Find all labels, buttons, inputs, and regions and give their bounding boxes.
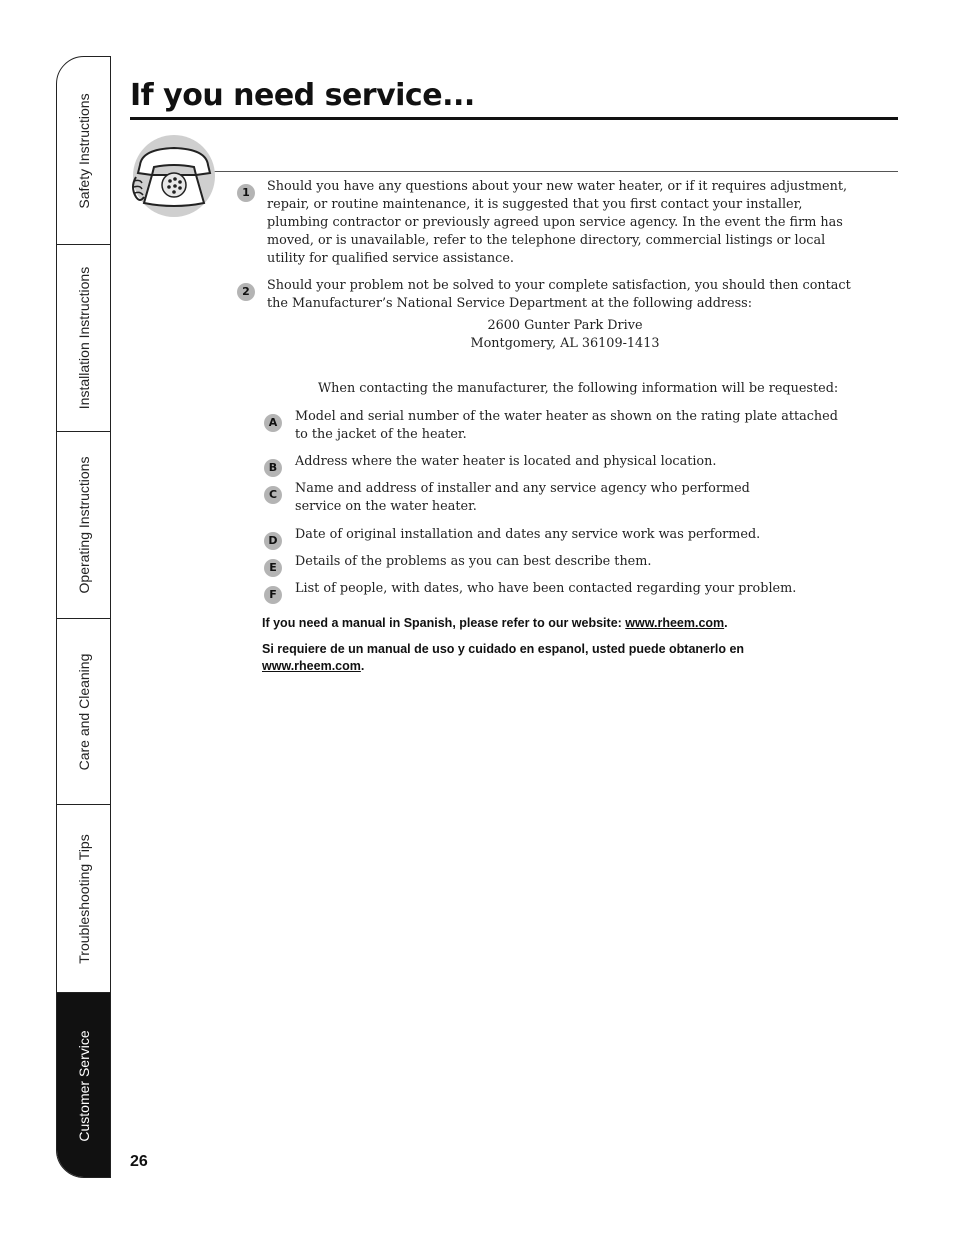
requirement-item: Date of original installation and dates any service work was performed. xyxy=(295,527,761,542)
tab-label: Troubleshooting Tips xyxy=(75,833,92,964)
tab-installation-instructions[interactable] xyxy=(57,245,110,432)
step-1-text: Should you have any questions about your new water heater, or if it requires adjustment, repair, or routine maintenance, it is suggested that you first contact your installer, plumbing contractor or previously agreed upon service agency. In the event the firm has moved, or is unavailable, refer to the telephone directory, commercial listings or local utility for qualified service assistance. xyxy=(267,179,848,266)
address-line-2: Montgomery, AL 36109-1413 xyxy=(470,336,660,351)
tab-label: Care and Cleaning xyxy=(75,653,92,770)
requirement-item: Model and serial number of the water heater as shown on the rating plate attached to the jacket of the heater. xyxy=(295,409,838,442)
address-line-1: 2600 Gunter Park Drive xyxy=(487,318,643,333)
website-link[interactable]: www.rheem.com xyxy=(625,616,725,630)
spanish-manual-note-english xyxy=(262,615,862,632)
requirement-letter-badge: A xyxy=(264,414,282,432)
spanish-manual-note-spanish xyxy=(262,641,822,675)
page-number: 26 xyxy=(130,1153,148,1170)
tab-care-and-cleaning[interactable] xyxy=(57,619,110,805)
tab-label: Installation Instructions xyxy=(75,266,92,410)
requirement-item: Address where the water heater is located and physical location. xyxy=(295,454,717,469)
tab-operating-instructions[interactable] xyxy=(57,432,110,619)
website-link[interactable]: www.rheem.com xyxy=(262,659,361,673)
title-divider xyxy=(130,117,898,120)
requirement-item: Name and address of installer and any service agency who performed service on the water heater. xyxy=(295,481,750,514)
note-punctuation: . xyxy=(724,616,728,630)
note-punctuation: . xyxy=(360,659,365,673)
tab-label: Operating Instructions xyxy=(75,456,92,594)
requirement-letter-badge: D xyxy=(264,532,282,550)
section-divider xyxy=(214,171,898,172)
step-number-badge: 1 xyxy=(237,184,255,202)
requirement-item: Details of the problems as you can best describe them. xyxy=(295,554,652,569)
page-title: If you need service... xyxy=(130,78,475,113)
tab-label: Customer Service xyxy=(75,1030,92,1142)
requirement-letter-badge: E xyxy=(264,559,282,577)
requirement-letter-badge: B xyxy=(264,459,282,477)
note-text: If you need a manual in Spanish, please refer to our website: xyxy=(262,616,626,630)
tab-label: Safety Instructions xyxy=(75,92,92,209)
side-tab-strip xyxy=(56,56,111,1178)
tab-troubleshooting-tips[interactable] xyxy=(57,805,110,993)
step-number-badge: 2 xyxy=(237,283,255,301)
step-2-text: Should your problem not be solved to your complete satisfaction, you should then contact the Manufacturer’s National Service Department at the following address: xyxy=(267,278,851,311)
requirement-letter-badge: C xyxy=(264,486,282,504)
requirement-item: List of people, with dates, who have been contacted regarding your problem. xyxy=(295,581,797,596)
tab-safety-instructions[interactable] xyxy=(57,57,110,245)
note-text: Si requiere de un manual de uso y cuidado en espanol, usted puede obtanerlo en xyxy=(262,642,745,656)
telephone-icon xyxy=(130,135,216,217)
requirements-intro: When contacting the manufacturer, the following information will be requested: xyxy=(318,381,839,396)
requirement-letter-badge: F xyxy=(264,586,282,604)
tab-customer-service[interactable] xyxy=(57,993,110,1178)
